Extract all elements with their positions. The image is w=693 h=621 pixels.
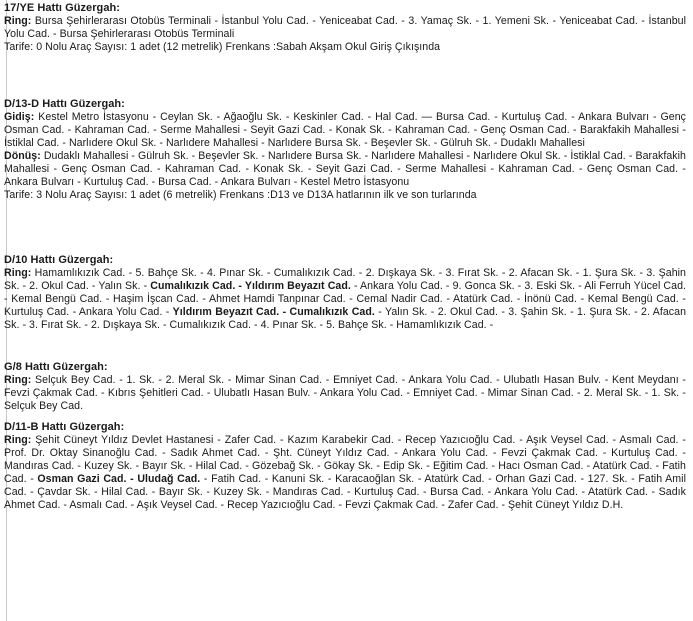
route-g8 (4, 361, 686, 413)
ring-text-part1: Hamamlıkızık Cad. - 5. Bahçe Sk. - 4. Pınar Sk. - Cumalıkızık Cad. - 2. Dışkaya Sk. - 3. Fırat Sk. - 2. Afacan Sk. - 1. Şura Sk. - 3. Şahin Sk. - 2. Okul Cad. - Yalın Sk. - (4, 267, 686, 292)
route-ring-line (4, 374, 686, 413)
route-title: D/11-B Hattı Güzergah: (4, 421, 125, 433)
route-title: D/10 Hattı Güzergah: (4, 254, 114, 266)
tariff-line: Tarife: 0 Nolu Araç Sayısı: 1 adet (12 metrelik) Frenkans :Sabah Akşam Okul Giriş Çıkışında (4, 41, 441, 53)
return-label: Dönüş: (4, 150, 41, 162)
route-outbound-line (4, 111, 686, 150)
route-d10 (4, 254, 686, 332)
route-title: D/13-D Hattı Güzergah: (4, 98, 125, 110)
route-ring-line (4, 15, 686, 41)
route-title: G/8 Hattı Güzergah: (4, 361, 108, 373)
route-ring-line (4, 434, 686, 512)
outbound-text: Kestel Metro İstasyonu - Ceylan Sk. - Ağaoğlu Sk. - Keskinler Cad. - Hal Cad. — Bursa Cad. - Kurtuluş Cad. - Ankara Bulvarı - Genç Osman Cad. - Kahraman Cad. - Serme Mahallesi - Seyit Gazi Cad. - Konak Sk. - Kahraman Cad. - Genç Osman Cad. - Barakfakih Mahallesi - İstiklal Cad. - Narlıdere Okul Sk. - Narlıdere Mahallesi - Narlıdere Bursa Sk. - Beşevler Sk. - Gülruh Sk. - Dudaklı Mahallesi (4, 111, 686, 149)
highlighted-streets-2: Yıldırım Beyazıt Cad. - Cumalıkızık Cad. (172, 306, 375, 318)
ring-text-part2: - Fatih Cad. - Kanuni Sk. - Karacaoğlan Sk. - Atatürk Cad. - Orhan Gazi Cad. - 127. Sk. - Fatih Amil Cad. - Çavdar Sk. - Hilal Cad. - Bayır Sk. - Kuzey Sk. - Mandıras Cad. - Kurtuluş Cad. - Bursa Cad. - Ankara Yolu Cad. - Atatürk Cad. - Sadık Ahmet Cad. - Asmalı Cad. - Aşık Veysel Cad. - Recep Yazıcıoğlu Cad. - Fevzi Çakmak Cad. - Zafer Cad. - Şehit Cüneyt Yıldız D.H. (4, 473, 686, 511)
route-return-line (4, 150, 686, 189)
ring-label: Ring: (4, 15, 32, 27)
return-text: Dudaklı Mahallesi - Gülruh Sk. - Beşevler Sk. - Narlıdere Bursa Sk. - Narlıdere Mahallesi - Narlıdere Okul Sk. - İstiklal Cad. - Barakfakih Mahallesi - Genç Osman Cad. - Kahraman Cad. - Konak Sk. - Seyit Gazi Cad. - Serme Mahallesi - Kahraman Cad. - Genç Osman Cad. - Ankara Bulvarı - Kurtuluş Cad. - Bursa Cad. - Ankara Bulvarı - Kestel Metro İstasyonu (4, 150, 686, 188)
ring-label: Ring: (4, 434, 32, 446)
route-17-ye (4, 2, 686, 54)
outbound-label: Gidiş: (4, 111, 35, 123)
highlighted-streets: Osman Gazi Cad. - Uludağ Cad. (37, 473, 201, 485)
ring-text-part2: - Ankara Yolu Cad. - 9. Gonca Sk. - 3. Eski Sk. - Ali Ferruh Yücel Cad. - Kemal Bengü Cad. - Haşim İşcan Cad. - Ahmet Hamdi Tanpınar Cad. - Cemal Nadir Cad. - Atatürk Cad. - İnönü Cad. - Kemal Bengü Cad. - Kurtuluş Cad. - Ankara Yolu Cad. - (4, 280, 687, 318)
tariff-line: Tarife: 3 Nolu Araç Sayısı: 1 adet (6 metrelik) Frenkans :D13 ve D13A hatlarının ilk ve son turlarında (4, 189, 477, 201)
ring-text-part1: Şehit Cüneyt Yıldız Devlet Hastanesi - Zafer Cad. - Kazım Karabekir Cad. - Recep Yazıcıoğlu Cad. - Aşık Veysel Cad. - Asmalı Cad. - Prof. Dr. Oktay Sinanoğlu Cad. - Sadık Ahmet Cad. - Şht. Cüneyt Yıldız Cad. - Ankara Yolu Cad. - Fevzi Çakmak Cad. - Kurtuluş Cad. - Mandıras Cad. - Kuzey Sk. - Bayır Sk. - Hilal Cad. - Gözebağ Sk. - Gökay Sk. - Edip Sk. - Eğitim Cad. - Hacı Osman Cad. - Atatürk Cad. - Fatih Cad. - (4, 434, 686, 485)
ring-label: Ring: (4, 267, 32, 279)
ring-text: Selçuk Bey Cad. - 1. Sk. - 2. Meral Sk. - Mimar Sinan Cad. - Emniyet Cad. - Ankara Yolu Cad. - Ulubatlı Hasan Bulv. - Kent Meydanı - Fevzi Çakmak Cad. - Kıbrıs Şehitleri Cad. - Ulubatlı Hasan Bulv. - Ankara Yolu Cad. - Emniyet Cad. - Mimar Sinan Cad. - 2. Meral Sk. - 1. Sk. - Selçuk Bey Cad. (4, 374, 686, 412)
ring-text-part3: - Yalın Sk. - 2. Okul Cad. - 3. Şahin Sk. - 1. Şura Sk. - 2. Afacan Sk. - 3. Fırat Sk. - 2. Dışkaya Sk. - Cumalıkızık Cad. - 4. Pınar Sk. - 5. Bahçe Sk. - Hamamlıkızık Cad. - (4, 306, 687, 331)
document-page (4, 0, 688, 621)
route-d11-b (4, 421, 686, 512)
route-d13-d (4, 98, 686, 202)
ring-text: Bursa Şehirlerarası Otobüs Terminali - İstanbul Yolu Cad. - Yeniceabat Cad. - 3. Yamaç Sk. - 1. Yemeni Sk. - Yeniceabat Cad. - İstanbul Yolu Cad. - Bursa Şehirlerarası Otobüs Terminali (4, 15, 686, 40)
route-title: 17/YE Hattı Güzergah: (4, 2, 120, 14)
route-ring-line (4, 267, 686, 332)
ring-label: Ring: (4, 374, 32, 386)
highlighted-streets-1: Cumalıkızık Cad. - Yıldırım Beyazıt Cad. (150, 280, 351, 292)
